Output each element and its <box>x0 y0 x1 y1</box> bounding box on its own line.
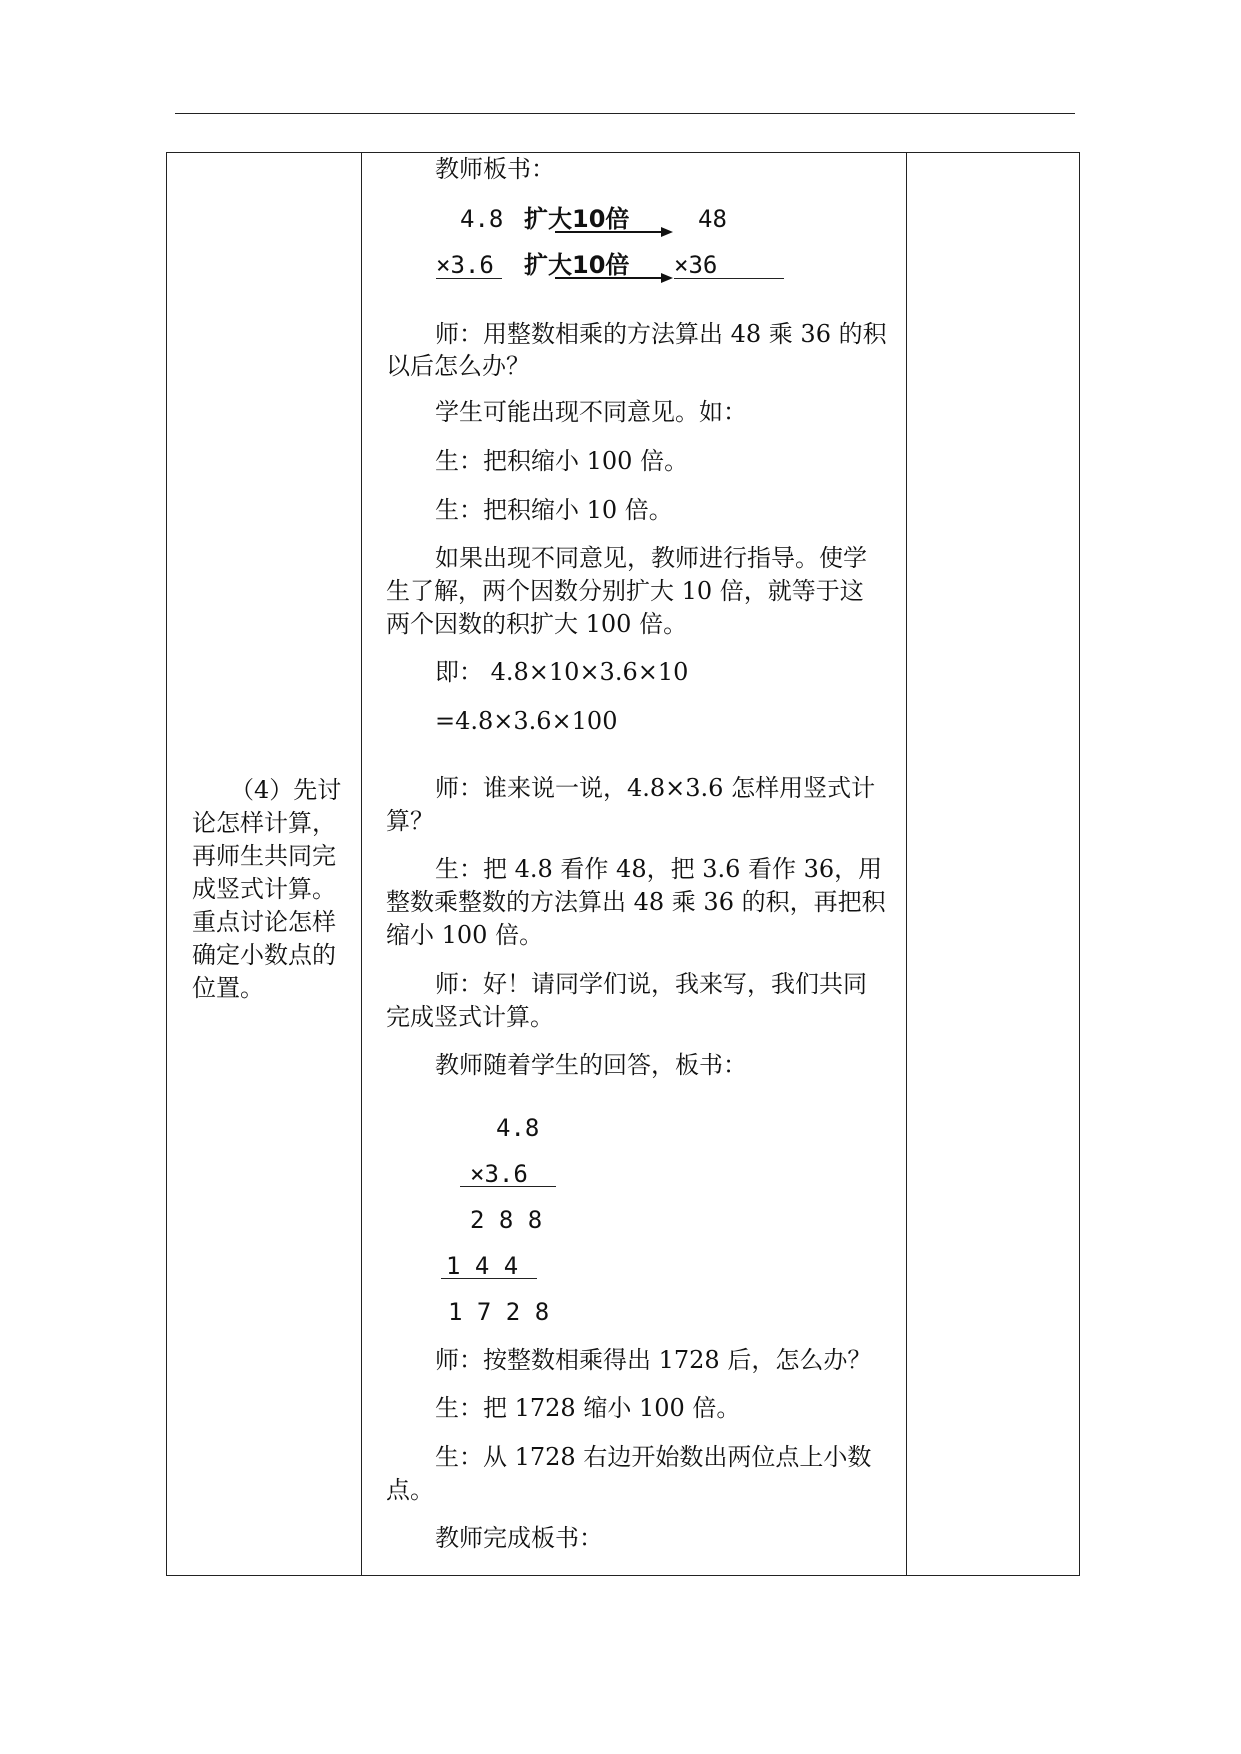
board-row2-label: 扩大10倍 <box>524 251 630 279</box>
text-line: 师：用整数相乘的方法算出 48 乘 36 的积 <box>435 320 887 348</box>
text-line: 教师完成板书： <box>435 1524 603 1552</box>
note-line: 论怎样计算， <box>192 809 336 837</box>
arrow-icon <box>555 225 675 239</box>
note-line: 位置。 <box>192 974 264 1002</box>
text-line: 即： 4.8×10×3.6×10 <box>435 658 689 686</box>
calc-underline <box>460 1186 556 1187</box>
note-line: 重点讨论怎样 <box>192 908 336 936</box>
text-line: 生：把 1728 缩小 100 倍。 <box>435 1394 741 1422</box>
calc-line: ×3.6 <box>470 1160 528 1188</box>
board-row1-right: 48 <box>698 205 727 233</box>
text-line: 教师随着学生的回答，板书： <box>435 1051 747 1079</box>
text-line: 师：按整数相乘得出 1728 后，怎么办？ <box>435 1346 872 1374</box>
text-line: 师：好！请同学们说，我来写，我们共同 <box>435 970 867 998</box>
note-line: 确定小数点的 <box>192 941 336 969</box>
calc-underline <box>441 1278 537 1279</box>
text-line: 缩小 100 倍。 <box>386 921 544 949</box>
calc-line: 4.8 <box>496 1114 540 1142</box>
text-line: 整数乘整数的方法算出 48 乘 36 的积，再把积 <box>386 888 886 916</box>
text-line: 两个因数的积扩大 100 倍。 <box>386 610 688 638</box>
board-row2-right: ×36 <box>674 251 718 279</box>
calc-line: 1 7 2 8 <box>448 1298 550 1326</box>
text-line: 生：把积缩小 100 倍。 <box>435 447 689 475</box>
left-column-note <box>192 774 352 1005</box>
text-line: 算？ <box>386 807 434 835</box>
board-row2-left: ×3.6 <box>436 251 494 279</box>
calc-line: 1 4 4 <box>446 1252 519 1280</box>
text-line: 生：把 4.8 看作 48，把 3.6 看作 36，用 <box>435 855 883 883</box>
text-line: 师：谁来说一说，4.8×3.6 怎样用竖式计 <box>435 774 876 802</box>
header-rule <box>175 113 1075 114</box>
note-line: 再师生共同完 <box>192 842 336 870</box>
underline <box>674 278 784 279</box>
column-divider-right <box>906 152 907 1576</box>
note-line: （4）先讨 <box>230 776 342 804</box>
text-line: 如果出现不同意见，教师进行指导。使学 <box>435 544 867 572</box>
text-line: 生了解，两个因数分别扩大 10 倍，就等于这 <box>386 577 864 605</box>
text-line: 完成竖式计算。 <box>386 1003 554 1031</box>
board-heading: 教师板书： <box>435 155 555 183</box>
calc-line: 2 8 8 <box>470 1206 543 1234</box>
board-row1-label: 扩大10倍 <box>524 205 630 233</box>
board-row1-left: 4.8 <box>460 205 504 233</box>
column-divider-left <box>361 152 362 1576</box>
note-line: 成竖式计算。 <box>192 875 336 903</box>
text-line: 点。 <box>386 1476 434 1504</box>
arrow-icon <box>555 271 675 285</box>
text-line: 生：把积缩小 10 倍。 <box>435 496 673 524</box>
text-line: =4.8×3.6×100 <box>435 707 618 735</box>
text-line: 以后怎么办？ <box>386 352 530 380</box>
text-line: 学生可能出现不同意见。如： <box>435 398 747 426</box>
underline <box>436 278 502 279</box>
text-line: 生：从 1728 右边开始数出两位点上小数 <box>435 1443 872 1471</box>
